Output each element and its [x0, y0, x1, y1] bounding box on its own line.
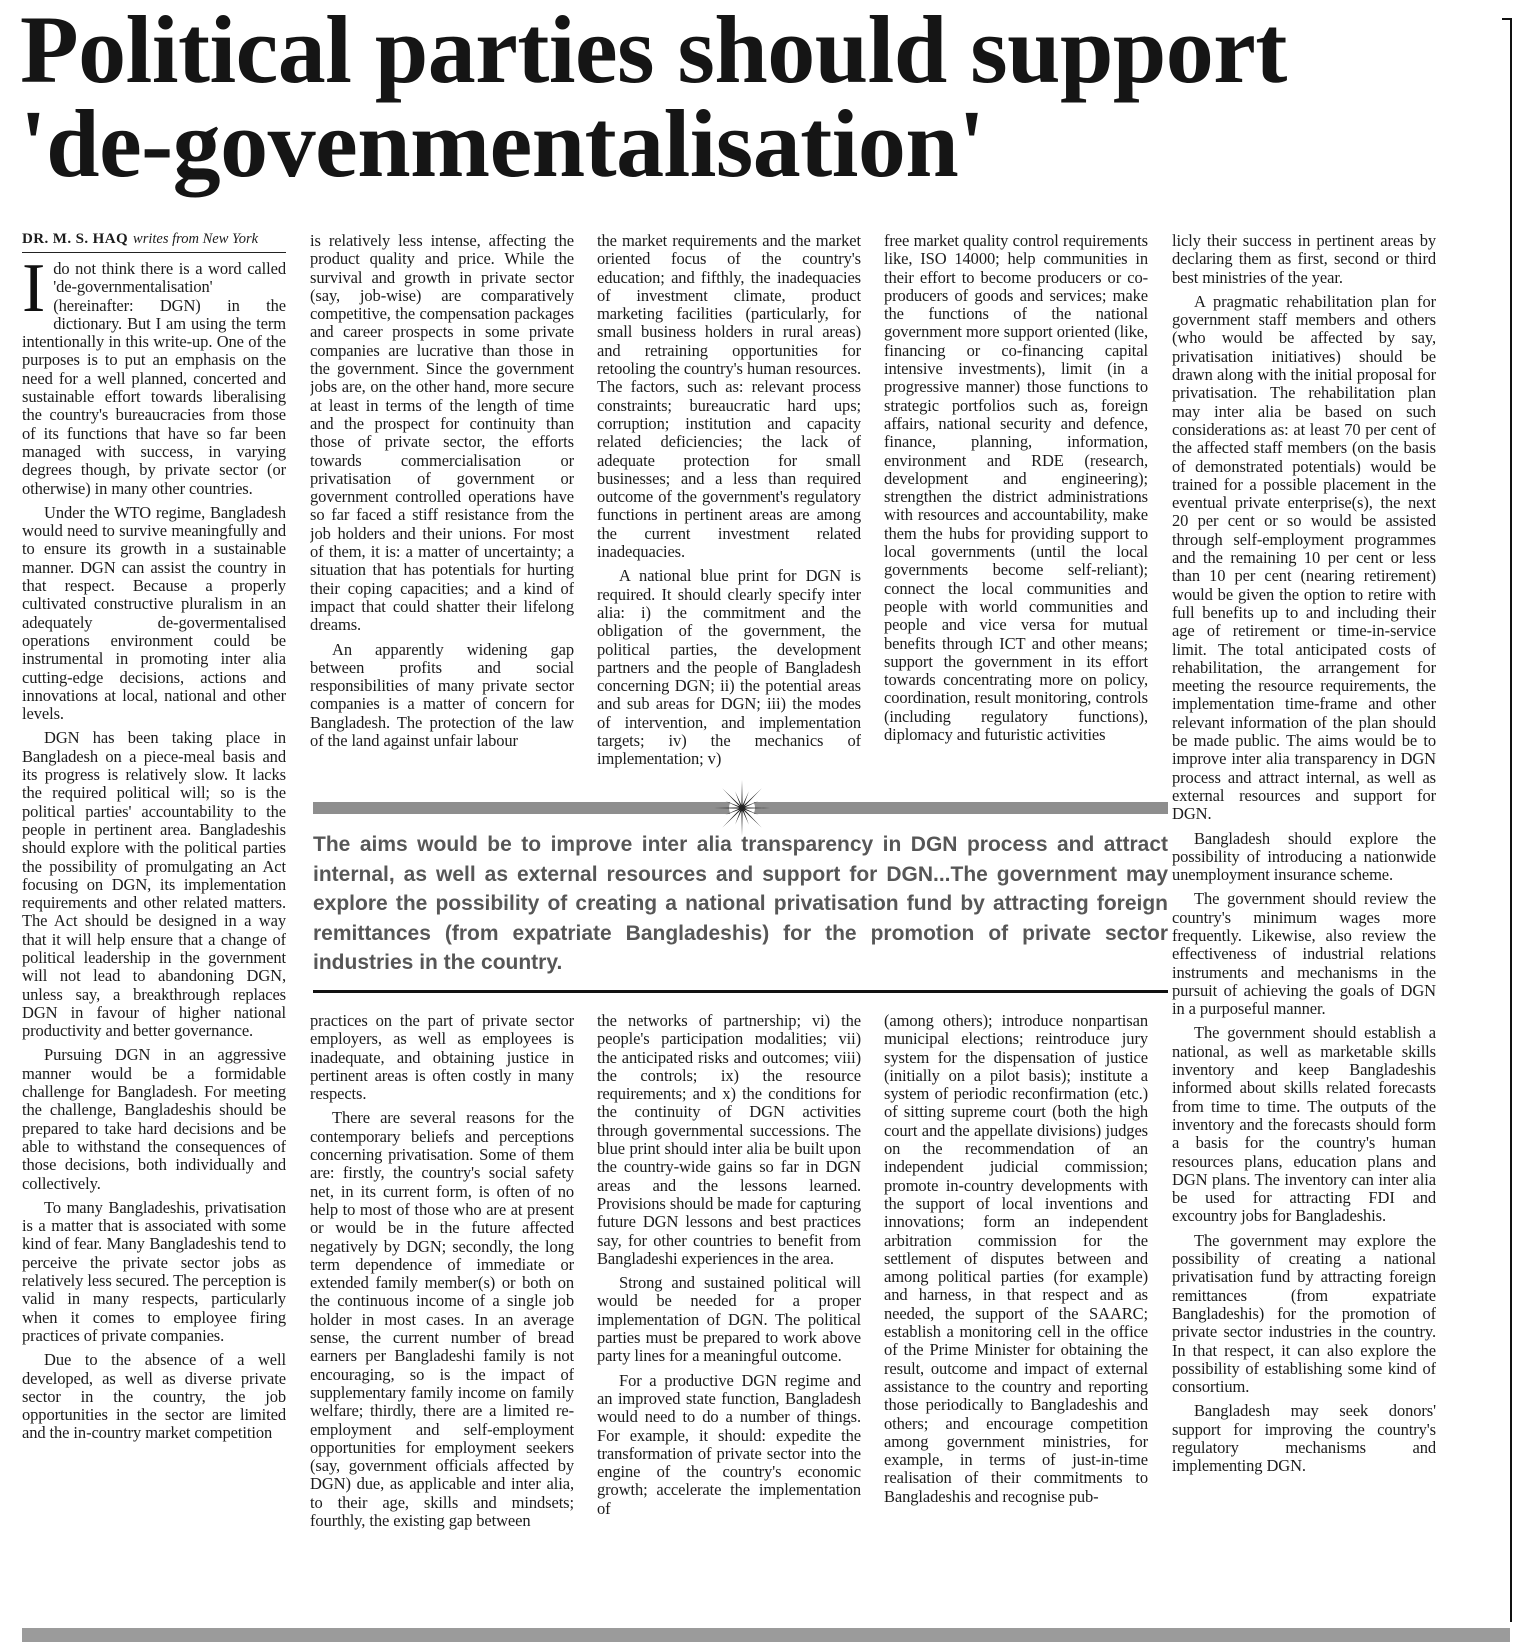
- pull-quote: The aims would be to improve inter alia transparency in DGN process and attract internal, as well as external resources and support for DGN...The government may explore the possibility of creating a national privatisation fund by attracting foreign remittances (from expatriate Bangladeshis) for the promotion of private sector industries in the country.: [313, 833, 1168, 974]
- footer-bar: [22, 1628, 1510, 1642]
- article-paragraph: is relatively less intense, affecting the product quality and price. While the survival and growth in private sector (say, job-wise) are comparatively competitive, the compensation packages and career prospects in some private companies are lucrative than those in the government. Since the government jobs are, on the other hand, more secure at least in terms of the length of time and the prospect for continuity than those of private sector, the efforts towards commercialisation or privatisation of government or government controlled operations have so far faced a stiff resistance from the job holders and their unions. For most of them, it is: a matter of uncertainty; a situation that has potentials for hurting their coping capacities; and a kind of impact that could shatter their lifelong dreams.: [310, 232, 574, 635]
- byline-author: DR. M. S. HAQ: [22, 231, 129, 247]
- article-paragraph: There are several reasons for the contemporary beliefs and perceptions concerning privatisation. Some of them are: firstly, the country's social safety net, in its current form, is often of no help to most of those who are at present or would be in the future affected negatively by DGN; secondly, the long term dependence of immediate or extended family member(s) or both on the continuous income of a single job holder in most cases. In an average sense, the current number of bread earners per Bangladeshi family is not encouraging, so is the impact of supplementary family income on family welfare; thirdly, there are a limited re-employment and self-employment opportunities for employment seekers (say, government officials affected by DGN) due, as applicable and inter alia, to their age, skills and mindsets; fourthly, the existing gap between: [310, 1108, 574, 1531]
- article-paragraph: practices on the part of private sector employers, as well as employees is inadequate, and obtaining justice in pertinent areas is often costly in many respects.: [310, 1012, 574, 1104]
- article-paragraph: The government should review the country's minimum wages more frequently. Likewise, also review the effectiveness of industrial relations instruments and mechanisms in the pursuit of achieving the goals of DGN in a purposeful manner.: [1172, 889, 1436, 1019]
- byline: [22, 230, 286, 253]
- article-column-2-top: [310, 232, 574, 800]
- starburst-ornament: [706, 778, 778, 838]
- article-paragraph: A national blue print for DGN is required. It should clearly specify inter alia: i) the commitment and the obligation of the government, the political parties, the development partners and the people of Bangladesh concerning DGN; ii) the potential areas and sub areas for DGN; iii) the modes of intervention, and implementation targets; iv) the mechanics of implementation; v): [597, 566, 861, 769]
- article-paragraph: To many Bangladeshis, privatisation is a matter that is associated with some kind of fear. Many Bangladeshis tend to perceive the private sector jobs as relatively less secured. The perception is valid in many respects, particularly when it comes to employee firing practices of private companies.: [22, 1197, 286, 1345]
- article-paragraph-text: do not think there is a word called 'de-governmentalisation' (hereinafter: DGN) in the dictionary. But I am using the term intentionally in this write-up. One of the purposes is to put an emphasis on the need for a well planned, concerted and sustainable effort towards liberalising the country's bureaucracies from those of its functions that have so far been managed with success, in varying degrees though, by private sector (or otherwise) in many other countries.: [22, 260, 286, 498]
- article-paragraph: For a productive DGN regime and an improved state function, Bangladesh would need to do a number of things. For example, it should: expedite the transformation of private sector into the engine of the country's economic growth; accelerate the implementation of: [597, 1370, 861, 1518]
- article-column-1: [22, 260, 286, 1560]
- article-paragraph: licly their success in pertinent areas by declaring them as first, second or third best ministries of the year.: [1172, 232, 1436, 287]
- article-paragraph: A pragmatic rehabilitation plan for government staff members and others (who would be affected by say, privatisation initiatives) should be drawn along with the initial proposal for privatisation. The rehabilitation plan may inter alia be based on such considerations as: at least 70 per cent of the affected staff members (on the basis of demonstrated potentials) would be trained for a possible placement in the eventual private enterprise(s), the next 20 per cent or so would be assisted through self-employment programmes and the remaining 10 per cent or less than 10 per cent (nearing retirement) would be given the option to retire with full benefits up to and including their age of retirement or time-in-service limit. The total anticipated costs of rehabilitation, the arrangement for meeting the resource requirements, the implementation time-frame and other relevant information of the plan should be made public. The aims would be to improve inter alia transparency in DGN process and attract internal, as well as external resources and support for DGN.: [1172, 291, 1436, 824]
- pull-quote-rule: [313, 990, 1168, 993]
- article-paragraph: Strong and sustained political will would be needed for a proper implementation of DGN. The political parties must be prepared to work above party lines for a meaningful outcome.: [597, 1273, 861, 1366]
- article-paragraph: DGN has been taking place in Bangladesh on a piece-meal basis and its progress is relatively slow. It lacks the required political will; so is the political parties' accountability to the people in pertinent area. Bangladeshis should explore with the political parties the possibility of promulgating an Act focusing on DGN, its implementation requirements and other related matters. The Act should be designed in a way that it will help ensure that a change of political leadership in the government will not lead to abandoning DGN, unless say, a breakthrough replaces DGN in favour of higher national productivity and better governance.: [22, 728, 286, 1041]
- headline: [20, 0, 1490, 197]
- right-edge-tick: [1502, 18, 1512, 20]
- article-paragraph: the networks of partnership; vi) the people's participation modalities; vii) the anticipated risks and outcomes; viii) the controls; ix) the resource requirements; and x) the conditions for the continuity of DGN activities through governmental successions. The blue print should inter alia be built upon the country-wide gains so far in DGN areas and the lessons learned. Provisions should be made for capturing future DGN lessons and best practices say, for other countries to benefit from Bangladeshi experiences in the area.: [597, 1012, 861, 1268]
- article-paragraph: Bangladesh may seek donors' support for improving the country's regulatory mechanisms and implementing DGN.: [1172, 1401, 1436, 1476]
- right-edge-rule: [1510, 18, 1512, 1622]
- article-column-2-bottom: [310, 1012, 574, 1617]
- article-paragraph: An apparently widening gap between profits and social responsibilities of many private sector companies is a matter of concern for Bangladesh. The protection of the law of the land against unfair labour: [310, 639, 574, 751]
- article-paragraph: [22, 260, 286, 498]
- article-column-3-bottom: [597, 1012, 861, 1617]
- article-column-5: [1172, 232, 1436, 1612]
- article-paragraph: Under the WTO regime, Bangladesh would need to survive meaningfully and to ensure its growth in a sustainable manner. DGN can assist the country in that respect. Because a properly cultivated constructive pluralism in an adequately de-govermentalised operations environment could be instrumental in promoting inter alia cutting-edge decisions, actions and innovations at local, national and other levels.: [22, 502, 286, 724]
- article-paragraph: The government may explore the possibility of creating a national privatisation fund by attracting foreign remittances (from expatriate Bangladeshis) for the promotion of private sector industries in the country. In that respect, it can also explore the possibility of establishing some kind of consortium.: [1172, 1230, 1436, 1397]
- headline-line-1: Political parties should support: [20, 0, 1287, 103]
- article-paragraph: free market quality control requirements like, ISO 14000; help communities in their effort to become producers or co-producers of goods and services; make the functions of the national government more support oriented (like, financing or co-financing capital intensive investments), limit (in a progressive manner) those functions to strategic portfolios such as, foreign affairs, national security and defence, finance, planning, information, environment and RDE (research, development and engineering); strengthen the district administrations with resources and accountability, make them the hubs for providing support to local governments (until the local governments become self-reliant); connect the local communities and people with world communities and people and vice versa for mutual benefits through ICT and other means; support the government in its effort towards concentrating more on policy, coordination, result monitoring, controls (including regulatory functions), diplomacy and futuristic activities: [884, 232, 1148, 745]
- drop-cap: I: [22, 260, 46, 327]
- starburst-star: [714, 780, 770, 836]
- article-paragraph: Pursuing DGN in an aggressive manner would be a formidable challenge for Bangladesh. For meeting the challenge, Bangladeshis should be prepared to take hard decisions and be able to withstand the consequences of those decisions, both individually and collectively.: [22, 1045, 286, 1193]
- article-column-3-top: [597, 232, 861, 800]
- article-column-4-bottom: [884, 1012, 1148, 1617]
- article-paragraph: Due to the absence of a well developed, as well as diverse private sector in the country, the job opportunities in the sector are limited and the in-country market competition: [22, 1350, 286, 1443]
- headline-line-2: 'de-govenmentalisation': [20, 90, 985, 197]
- article-paragraph: the market requirements and the market oriented focus of the country's education; and fifthly, the inadequacies of investment climate, product marketing facilities (particularly, for small business holders in rural areas) and retraining opportunities for retooling the country's human resources. The factors, such as: relevant process constraints; bureaucratic hard ups; corruption; institution and capacity related deficiencies; the lack of adequate protection for small businesses; and a less than required outcome of the government's regulatory functions in pertinent areas are among the current investment related inadequacies.: [597, 232, 861, 562]
- article-column-4-top: [884, 232, 1148, 800]
- article-paragraph: The government should establish a national, as well as marketable skills inventory and keep Bangladeshis informed about skills related forecasts from time to time. The outputs of the inventory and the forecasts should form a basis for the country's human resources plans, education plans and DGN plans. The inventory can inter alia be used for attracting FDI and excountry jobs for Bangladeshis.: [1172, 1023, 1436, 1226]
- byline-location: writes from New York: [133, 231, 259, 247]
- article-paragraph: (among others); introduce nonpartisan municipal elections; reintroduce jury system for the dispensation of justice (initially on a pilot basis); institute a system of periodic reconfirmation (etc.) of sitting supreme court (both the high court and the appellate divisions) judges on the recommendation of an independent judicial commission; promote in-country developments with the support of local inventions and innovations; form an independent arbitration commission for the settlement of disputes between and among political parties (for example) and harness, in that respect and as needed, the support of the SAARC; establish a monitoring cell in the office of the Prime Minister for obtaining the result, outcome and impact of external assistance to the country and reporting those periodically to Bangladeshis and others; and encourage competition among government ministries, for example, in terms of just-in-time realisation of their commitments to Bangladeshis and recognise pub-: [884, 1012, 1148, 1506]
- article-paragraph: Bangladesh should explore the possibility of introducing a nationwide unemployment insurance scheme.: [1172, 828, 1436, 885]
